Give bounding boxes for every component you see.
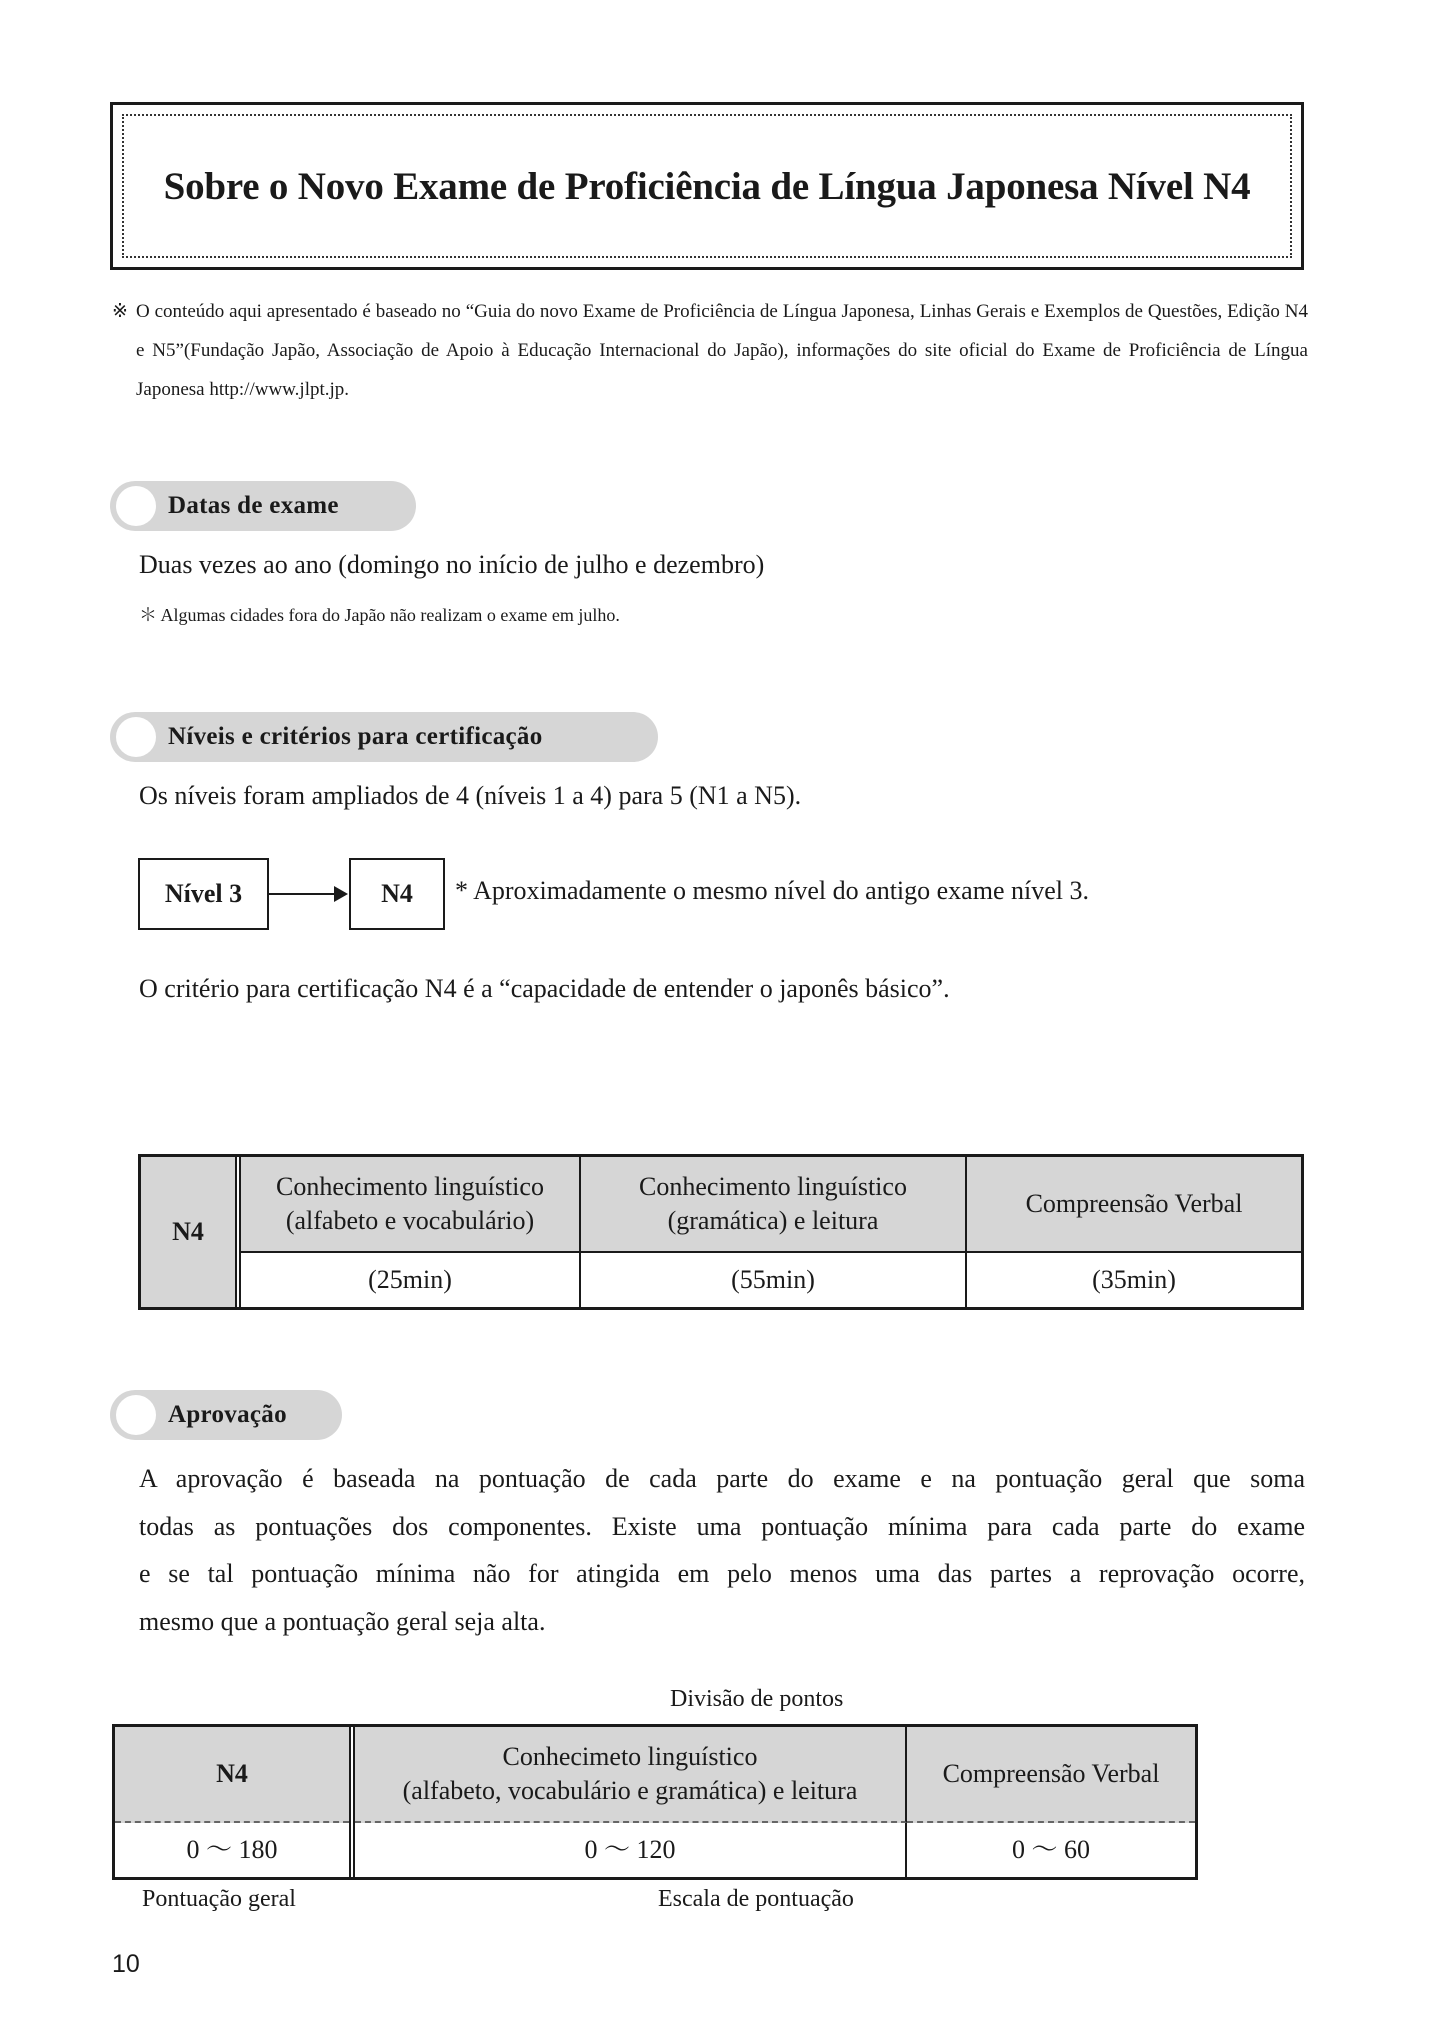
new-level-box bbox=[349, 858, 445, 930]
header-line: Compreensão Verbal bbox=[1025, 1189, 1243, 1218]
section-heading: Datas de exame bbox=[168, 492, 339, 519]
table-header-cell bbox=[241, 1157, 581, 1253]
note-text: O conteúdo aqui apresentado é baseado no “Guia do novo Exame de Proficiência de Língua Japonesa, Linhas Gerais e Exemplos de Questões, Edição N4 e N5”(Fundação Japão, Associação de Apoio à Educação Internacional do Japão), informações do site oficial do Exame de Proficiência de Língua Japonesa http://www.jlpt.jp. bbox=[136, 301, 1308, 400]
note-mark: ※ bbox=[112, 301, 128, 322]
header-line: Conhecimento linguístico bbox=[639, 1172, 907, 1201]
score-range: 0 〜 60 bbox=[1011, 1835, 1090, 1864]
score-range-cell bbox=[907, 1823, 1195, 1877]
section-header-levels bbox=[110, 712, 658, 762]
header-line: Conhecimeto linguístico bbox=[502, 1742, 758, 1771]
score-header-cell bbox=[355, 1727, 907, 1823]
new-level-label: N4 bbox=[381, 879, 413, 908]
exam-sections-table bbox=[138, 1154, 1304, 1310]
duration-value: (35min) bbox=[1092, 1265, 1176, 1294]
page-number: 10 bbox=[112, 1950, 140, 1978]
bullet-circle-icon bbox=[116, 486, 156, 526]
score-level-label: N4 bbox=[216, 1759, 248, 1788]
duration-value: (25min) bbox=[368, 1265, 452, 1294]
header-line: (alfabeto, vocabulário e gramática) e leitura bbox=[402, 1776, 858, 1805]
label-total-score: Pontuação geral bbox=[142, 1886, 296, 1912]
section-heading: Níveis e critérios para certificação bbox=[168, 723, 543, 750]
dates-footnote: ＊ Algumas cidades fora do Japão não realizam o exame em julho. bbox=[139, 605, 620, 625]
score-level-cell bbox=[115, 1727, 349, 1823]
table-duration-cell bbox=[241, 1253, 581, 1307]
certification-criterion: O critério para certificação N4 é a “capacidade de entender o japonês básico”. bbox=[139, 974, 950, 1003]
score-total-cell bbox=[115, 1823, 349, 1877]
bullet-circle-icon bbox=[116, 1395, 156, 1435]
score-range: 0 〜 120 bbox=[584, 1835, 676, 1864]
table-header-cell bbox=[967, 1157, 1301, 1253]
header-line: (alfabeto e vocabulário) bbox=[285, 1206, 535, 1235]
bullet-circle-icon bbox=[116, 717, 156, 757]
table-level-cell bbox=[141, 1157, 235, 1307]
table-header-cell bbox=[581, 1157, 967, 1253]
score-header-cell bbox=[907, 1727, 1195, 1823]
dates-text: Duas vezes ao ano (domingo no início de julho e dezembro) bbox=[139, 550, 765, 579]
title-box-inner bbox=[122, 114, 1292, 258]
duration-value: (55min) bbox=[731, 1265, 815, 1294]
score-range-cell bbox=[355, 1823, 907, 1877]
old-level-label: Nível 3 bbox=[164, 879, 243, 908]
table-duration-cell bbox=[581, 1253, 967, 1307]
label-score-scale: Escala de pontuação bbox=[658, 1886, 854, 1912]
approval-paragraph bbox=[139, 1455, 1305, 1645]
source-note bbox=[112, 292, 1308, 409]
arrow-right-icon bbox=[268, 884, 350, 904]
score-range: 0 〜 180 bbox=[186, 1835, 278, 1864]
approval-line: mesmo que a pontuação geral seja alta. bbox=[139, 1606, 546, 1636]
old-level-box bbox=[138, 858, 269, 930]
approval-line: e se tal pontuação mínima não for atingida em pelo menos uma das partes a reprovação ocorre, bbox=[139, 1559, 1305, 1588]
table-level-label: N4 bbox=[172, 1217, 204, 1246]
score-table-caption: Divisão de pontos bbox=[670, 1686, 844, 1712]
title-box bbox=[110, 102, 1304, 270]
score-table bbox=[112, 1724, 1198, 1880]
approval-line: todas as pontuações dos componentes. Existe uma pontuação mínima para cada parte do exame bbox=[139, 1511, 1305, 1541]
level-comparison-note: * Aproximadamente o mesmo nível do antigo exame nível 3. bbox=[455, 876, 1089, 905]
section-header-approval bbox=[110, 1390, 342, 1440]
section-header-dates bbox=[110, 481, 416, 531]
approval-line: A aprovação é baseada na pontuação de cada parte do exame e na pontuação geral que soma bbox=[139, 1464, 1305, 1493]
table-duration-cell bbox=[967, 1253, 1301, 1307]
section-heading: Aprovação bbox=[168, 1401, 287, 1428]
header-line: (gramática) e leitura bbox=[667, 1206, 879, 1235]
page-title: Sobre o Novo Exame de Proficiência de Língua Japonesa Nível N4 bbox=[163, 164, 1251, 208]
header-line: Compreensão Verbal bbox=[942, 1759, 1160, 1788]
levels-intro: Os níveis foram ampliados de 4 (níveis 1 a 4) para 5 (N1 a N5). bbox=[139, 781, 802, 810]
header-line: Conhecimento linguístico bbox=[276, 1172, 544, 1201]
